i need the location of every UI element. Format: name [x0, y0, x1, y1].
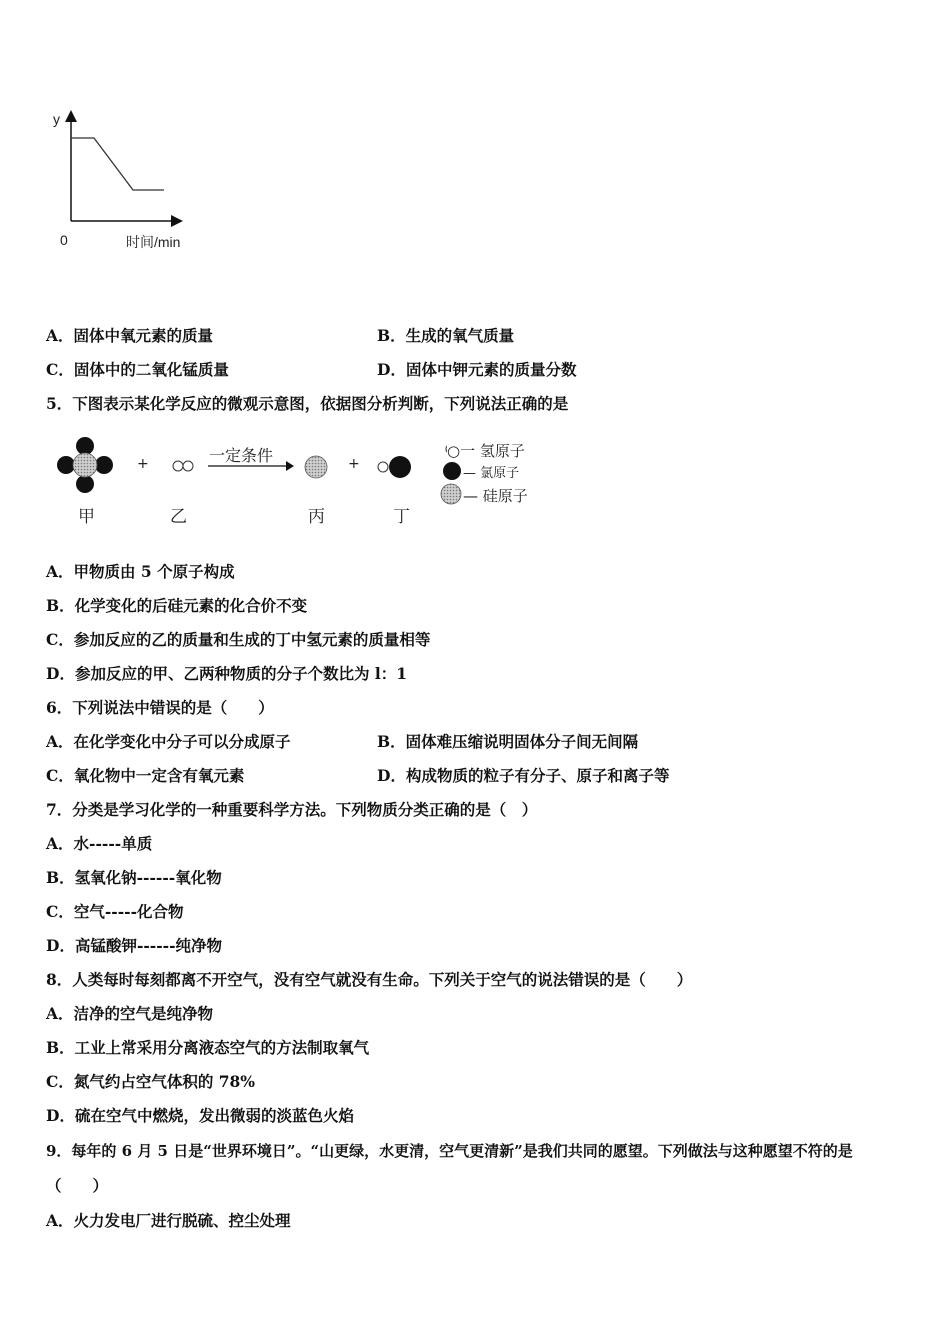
q9-stem: 9．每年的 6 月 5 日是“世界环境日”。“山更绿，水更清，空气更清新”是我们共同的愿望。下列做法与这种愿望不符的是	[46, 1142, 853, 1160]
q6-option-c: C．氧化物中一定含有氧元素	[46, 766, 245, 785]
q5-option-a: A．甲物质由 5 个原子构成	[46, 562, 235, 581]
molecule-ding	[378, 456, 411, 478]
q6-stem: 6．下列说法中错误的是（ ）	[46, 698, 274, 717]
q7-option-c: C．空气-----化合物	[46, 902, 184, 921]
plus-sign-2: +	[348, 456, 360, 472]
legend-cl-symbol	[443, 462, 461, 480]
legend-hydrogen: ○一 氢原子	[447, 442, 525, 460]
reaction-condition: 一定条件	[209, 446, 274, 465]
line-graph	[40, 105, 210, 255]
legend-silicon: — 硅原子	[463, 487, 528, 505]
q4-option-d: D．固体中钾元素的质量分数	[377, 360, 577, 379]
q6-option-d: D．构成物质的粒子有分子、原子和离子等	[377, 766, 670, 785]
q9-option-a: A．火力发电厂进行脱硫、控尘处理	[46, 1211, 291, 1230]
plus-sign-1: +	[137, 456, 149, 472]
label-ding: 丁	[393, 507, 410, 527]
label-jia: 甲	[78, 507, 95, 527]
q7-option-d: D．高锰酸钾------纯净物	[46, 936, 223, 955]
q5-stem: 5．下图表示某化学反应的微观示意图，依据图分析判断，下列说法正确的是	[46, 394, 569, 413]
q8-option-c: C．氮气约占空气体积的 78%	[46, 1072, 256, 1091]
q8-stem: 8．人类每时每刻都离不开空气，没有空气就没有生命。下列关于空气的说法错误的是（ ）	[46, 970, 693, 989]
y-axis-label: y	[53, 111, 60, 127]
reaction-diagram	[50, 432, 550, 532]
molecule-bing	[305, 456, 327, 478]
origin-label: 0	[60, 232, 68, 248]
q5-option-d: D．参加反应的甲、乙两种物质的分子个数比为 l：1	[46, 664, 408, 683]
q8-option-d: D．硫在空气中燃烧，发出微弱的淡蓝色火焰	[46, 1106, 354, 1125]
q8-option-a: A．洁净的空气是纯净物	[46, 1004, 214, 1023]
q9-stem-continued: （ ）	[46, 1176, 109, 1195]
x-axis-label: 时间/min	[126, 234, 181, 250]
legend-chlorine: — 氯原子	[463, 466, 520, 481]
molecule-yi	[173, 461, 193, 471]
legend-si-symbol	[441, 484, 461, 504]
q7-stem: 7．分类是学习化学的一种重要科学方法。下列物质分类正确的是（ ）	[46, 800, 538, 819]
q7-option-b: B．氢氧化钠------氧化物	[46, 868, 222, 887]
q6-option-b: B．固体难压缩说明固体分子间无间隔	[377, 732, 639, 751]
label-bing: 丙	[308, 507, 325, 527]
q5-option-b: B．化学变化的后硅元素的化合价不变	[46, 596, 308, 615]
q6-option-a: A．在化学变化中分子可以分成原子	[46, 732, 291, 751]
label-yi: 乙	[170, 507, 187, 527]
q4-option-b: B．生成的氧气质量	[377, 326, 515, 345]
data-line	[71, 138, 164, 190]
q8-option-b: B．工业上常采用分离液态空气的方法制取氧气	[46, 1038, 370, 1057]
q5-option-c: C．参加反应的乙的质量和生成的丁中氢元素的质量相等	[46, 630, 431, 649]
q7-option-a: A．水-----单质	[46, 834, 153, 853]
molecule-jia	[57, 437, 113, 493]
q4-option-a: A．固体中氧元素的质量	[46, 326, 214, 345]
q4-option-c: C．固体中的二氧化锰质量	[46, 360, 229, 379]
